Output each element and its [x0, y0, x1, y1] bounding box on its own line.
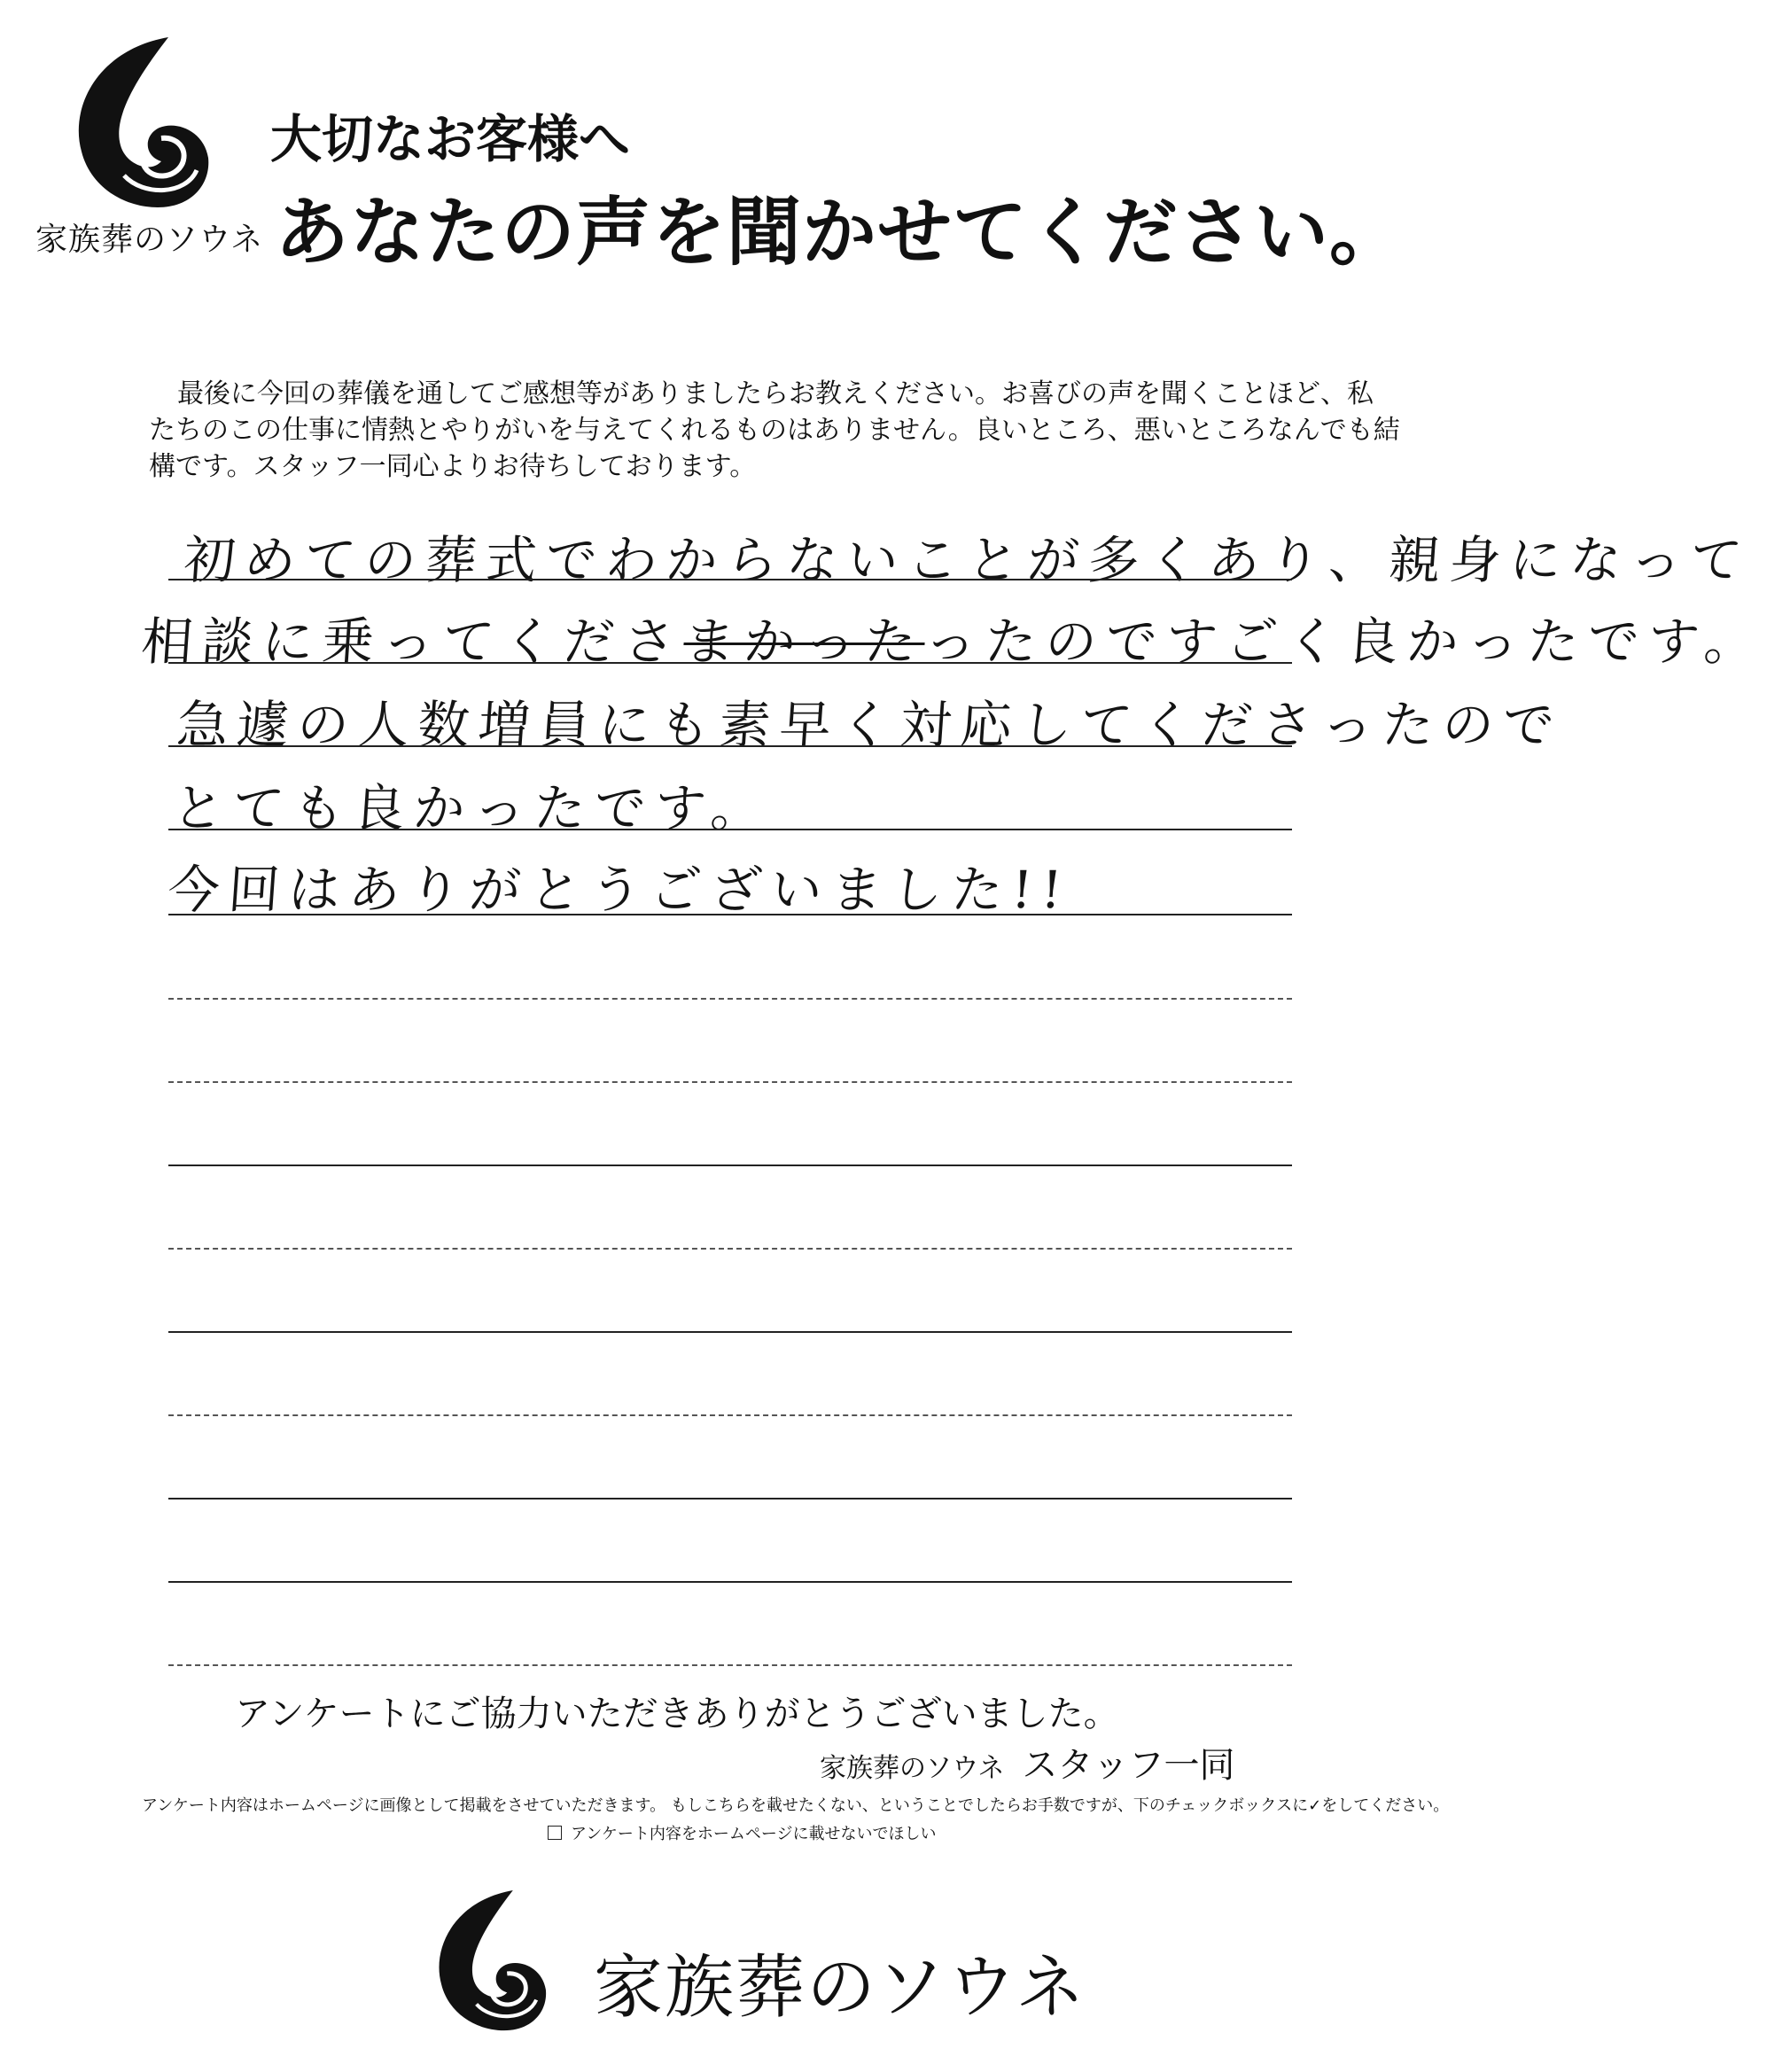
brand-name-small: 家族葬のソウネ [35, 222, 264, 258]
opt-out-row [548, 1821, 937, 1844]
ruled-line [168, 1165, 1292, 1166]
ruled-line [168, 1498, 1292, 1499]
handwritten-line: 初めての葬式でわからないことが多くあり、親身になって [182, 530, 1754, 590]
handwritten-line: とても良かったです。 [170, 778, 774, 838]
ruled-line [168, 662, 1292, 664]
ruled-line [168, 1581, 1292, 1583]
ruled-line [168, 745, 1292, 747]
heading-title: あなたの声を聞かせてください。 [275, 189, 1405, 276]
staff-team: スタッフ一同 [1022, 1745, 1235, 1786]
company-logo-icon [425, 1883, 549, 2038]
ruled-line [168, 998, 1292, 1000]
handwritten-text: 相談に乗ってくださ [139, 611, 687, 672]
intro-line: 構です。スタッフ一同心よりお待ちしております。 [149, 451, 757, 482]
ruled-line [168, 1081, 1292, 1083]
organization-name: 家族葬のソウネ [820, 1753, 1005, 1784]
opt-out-label: アンケート内容をホームページに載せないでほしい [571, 1825, 937, 1843]
struck-out-text: まかった [681, 611, 928, 672]
ruled-line [168, 829, 1292, 830]
heading-subtitle: 大切なお客様へ [270, 109, 631, 169]
ruled-line [168, 1248, 1292, 1250]
intro-line: たちのこの仕事に情熱とやりがいを与えてくれるものはありません。良いところ、悪いところなんでも結 [149, 415, 1400, 446]
ruled-line [168, 1414, 1292, 1416]
company-logo-icon [62, 32, 213, 214]
intro-line: 最後に今回の葬儀を通してご感想等がありましたらお教えください。お喜びの声を聞くことほど、私 [177, 378, 1374, 409]
ruled-line [168, 1664, 1292, 1666]
handwritten-text: ったのですごく良かったです。 [922, 611, 1767, 672]
opt-out-checkbox[interactable] [548, 1826, 562, 1840]
publication-notice: アンケート内容はホームページに画像として掲載をさせていただきます。 もしこちらを載せたくない、ということでしたらお手数ですが、下のチェックボックスに✓をしてください。 [142, 1796, 1450, 1815]
handwritten-line: 今回はありがとうございました!! [166, 860, 1073, 920]
intro-paragraph [149, 376, 1400, 485]
handwritten-line: 急遽の人数増員にも素早く対応してくださったので [175, 695, 1566, 755]
thank-you-message: アンケートにご協力いただきありがとうございました。 [235, 1694, 1119, 1734]
ruled-line [168, 1331, 1292, 1333]
ruled-line [168, 579, 1292, 580]
staff-signature [820, 1737, 1235, 1788]
ruled-line [168, 914, 1292, 915]
brand-name-large: 家族葬のソウネ [594, 1948, 1087, 2028]
